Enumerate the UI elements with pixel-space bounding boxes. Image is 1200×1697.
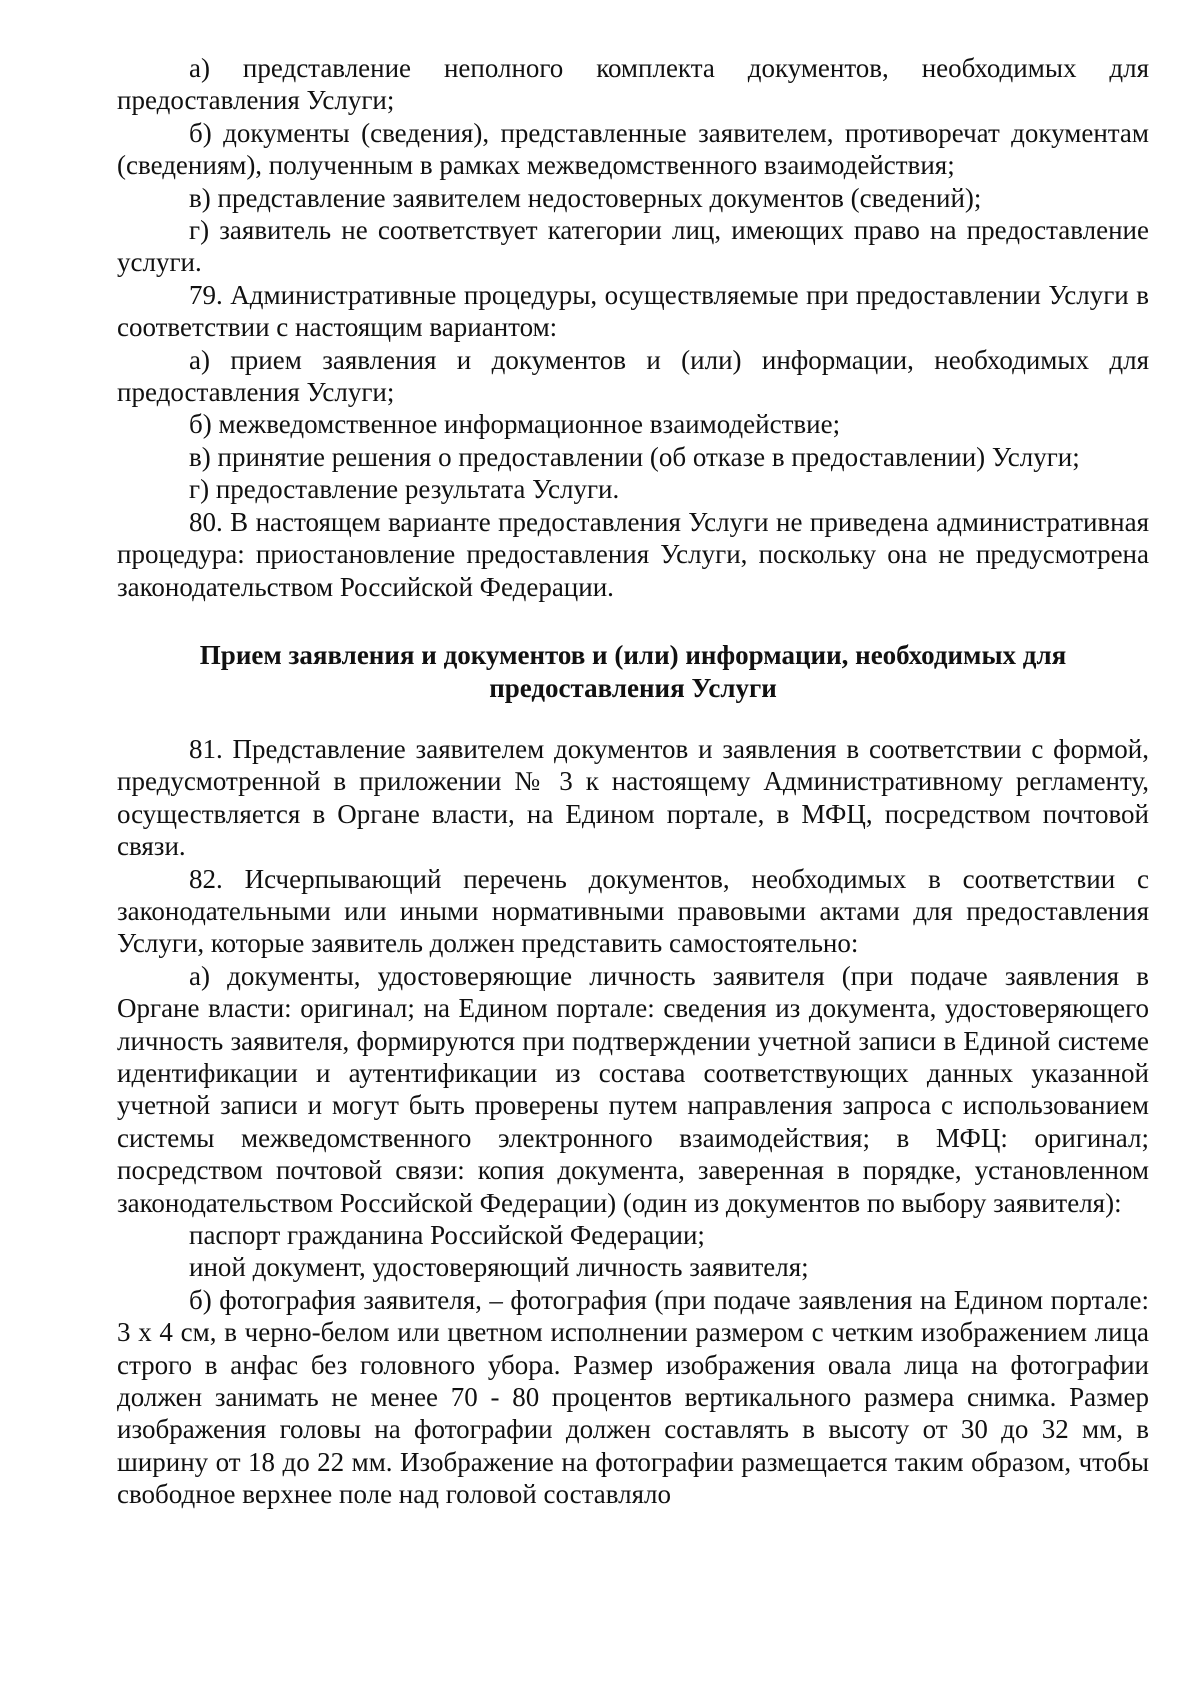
section-heading: [157, 639, 1109, 705]
section-heading-line-2: предоставления Услуги: [489, 672, 777, 703]
paragraph-item-v-unreliable: в) представление заявителем недостоверных документов (сведений);: [189, 182, 982, 213]
paragraph-item-b-contradiction: б) документы (сведения), представленные заявителем, противоречат документам (сведениям), полученным в рамках межведомственного взаимодействия;: [117, 117, 1149, 181]
paragraph-79-item-b: б) межведомственное информационное взаимодействие;: [189, 409, 841, 440]
paragraph-82: 82. Исчерпывающий перечень документов, необходимых в соответствии с законодательными или иными нормативными правовыми актами для предоставления Услуги, которые заявитель должен представить самостоятельно:: [117, 863, 1149, 959]
paragraph-item-a-incomplete: а) представление неполного комплекта документов, необходимых для предоставления Услуги;: [117, 53, 1149, 116]
paragraph-82-passport: паспорт гражданина Российской Федерации;: [189, 1220, 705, 1250]
paragraph-80: 80. В настоящем варианте предоставления Услуги не приведена административная процедура: приостановление предоставления Услуги, поскольку она не предусмотрена законодательством Российской Федерации.: [117, 506, 1149, 602]
paragraph-81: 81. Представление заявителем документов и заявления в соответствии с формой, предусмотренной в приложении № 3 к настоящему Административному регламенту, осуществляется в Органе власти, на Едином портале, в МФЦ, посредством почтовой связи.: [117, 733, 1149, 862]
paragraph-79: 79. Административные процедуры, осуществляемые при предоставлении Услуги в соответствии с настоящим вариантом:: [117, 279, 1149, 343]
section-heading-line-1: Прием заявления и документов и (или) информации, необходимых для: [199, 639, 1067, 670]
paragraph-item-g-category: г) заявитель не соответствует категории лиц, имеющих право на предоставление услуги.: [117, 215, 1149, 278]
paragraph-79-item-v: в) принятие решения о предоставлении (об отказе в предоставлении) Услуги;: [189, 441, 1080, 472]
document-page: [117, 52, 1149, 1511]
paragraph-79-item-g: г) предоставление результата Услуги.: [189, 474, 620, 505]
paragraph-82-item-b-photo: б) фотография заявителя, – фотография (при подаче заявления на Едином портале: 3 x 4 см, в черно-белом или цветном исполнении размером с четким изображением лица строго в анфас без головного убора. Размер изображения овала лица на фотографии должен занимать не менее 70 - 80 процентов вертикального размера снимка. Размер изображения головы на фотографии должен составлять в высоту от 30 до 32 мм, в ширину от 18 до 22 мм. Изображение на фотографии размещается таким образом, чтобы свободное верхнее поле над головой составляло: [117, 1284, 1149, 1510]
paragraph-79-item-a: а) прием заявления и документов и (или) информации, необходимых для предоставления Услуги;: [117, 344, 1149, 408]
paragraph-82-other-id: иной документ, удостоверяющий личность заявителя;: [189, 1252, 809, 1283]
paragraph-82-item-a: а) документы, удостоверяющие личность заявителя (при подаче заявления в Органе власти: оригинал; на Едином портале: сведения из документа, удостоверяющего личность заявителя, формируются при подтверждении учетной записи в Единой системе идентификации и аутентификации из состава соответствующих данных указанной учетной записи и могут быть проверены путем направления запроса с использованием системы межведомственного электронного взаимодействия; в МФЦ: оригинал; посредством почтовой связи: копия документа, заверенная в порядке, установленном законодательством Российской Федерации) (один из документов по выбору заявителя):: [117, 960, 1149, 1218]
